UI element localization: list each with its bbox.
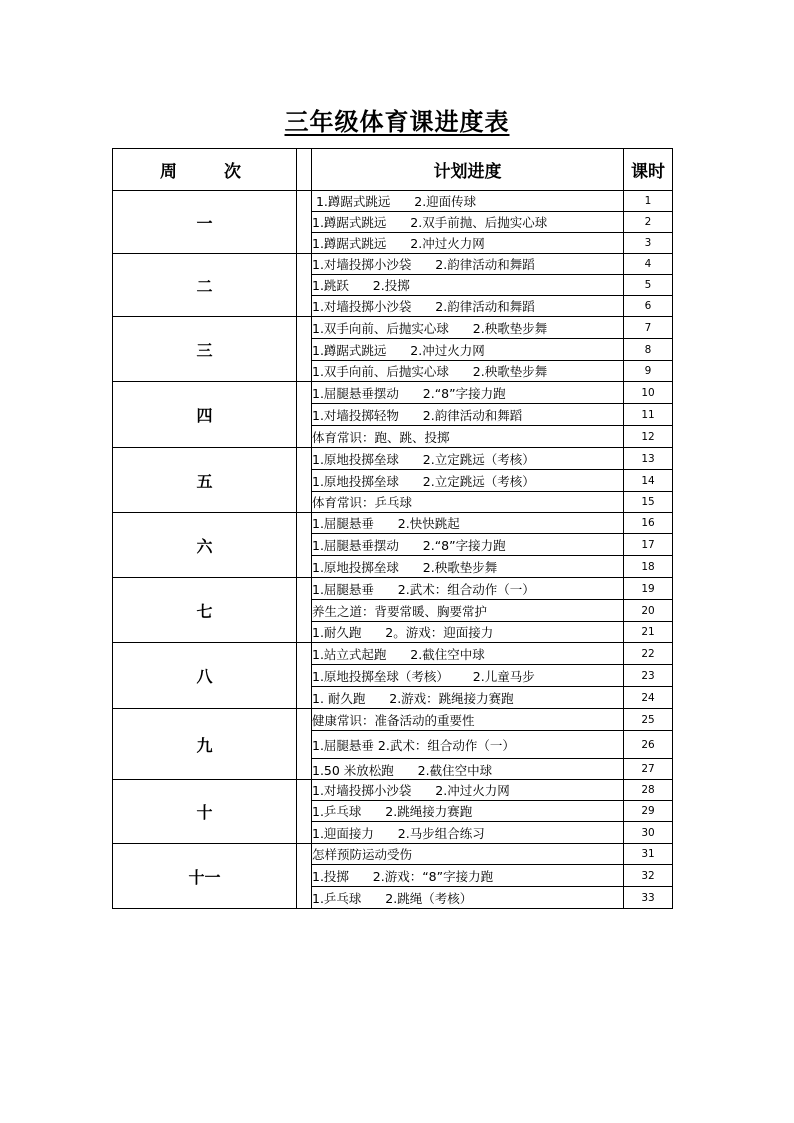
schedule-body: [113, 191, 673, 909]
hour-cell: 23: [624, 665, 673, 687]
plan-header: 计划进度: [312, 149, 624, 191]
week-label: 七: [113, 578, 297, 643]
hour-cell: 7: [624, 317, 673, 339]
hours-header: 课时: [624, 149, 673, 191]
table-row: [113, 709, 673, 731]
week-label: 十: [113, 780, 297, 844]
table-row: [113, 254, 673, 275]
hour-cell: 14: [624, 470, 673, 492]
page-title-text: 三年级体育课进度表: [284, 107, 510, 136]
week-label: 四: [113, 382, 297, 448]
hour-cell: 13: [624, 448, 673, 470]
plan-cell: 1.对墙投掷小沙袋 2.韵律活动和舞蹈: [312, 254, 624, 275]
gap-cell: [297, 844, 312, 909]
table-row: [113, 382, 673, 404]
week-label: 一: [113, 191, 297, 254]
hour-cell: 4: [624, 254, 673, 275]
hour-cell: 9: [624, 361, 673, 382]
hour-cell: 15: [624, 492, 673, 513]
hour-cell: 30: [624, 822, 673, 844]
gap-cell: [297, 513, 312, 578]
plan-cell: 1.对墙投掷轻物 2.韵律活动和舞蹈: [312, 404, 624, 426]
week-label: 三: [113, 317, 297, 382]
plan-cell: 1.站立式起跑 2.截住空中球: [312, 643, 624, 665]
week-label: 十一: [113, 844, 297, 909]
hour-cell: 19: [624, 578, 673, 600]
hour-cell: 10: [624, 382, 673, 404]
plan-cell: 1.50 米放松跑 2.截住空中球: [312, 759, 624, 780]
hour-cell: 11: [624, 404, 673, 426]
gap-header: [297, 149, 312, 191]
hour-cell: 21: [624, 622, 673, 643]
week-label: 六: [113, 513, 297, 578]
hour-cell: 22: [624, 643, 673, 665]
plan-cell: 1.屈腿悬垂摆动 2.“8”字接力跑: [312, 534, 624, 556]
plan-cell: 体育常识：乒乓球: [312, 492, 624, 513]
hour-cell: 28: [624, 780, 673, 801]
table-row: [113, 780, 673, 801]
plan-cell: 1.双手向前、后抛实心球 2.秧歌垫步舞: [312, 361, 624, 382]
plan-cell: 怎样预防运动受伤: [312, 844, 624, 865]
table-row: [113, 513, 673, 534]
plan-cell: 1.屈腿悬垂摆动 2.“8”字接力跑: [312, 382, 624, 404]
hour-cell: 5: [624, 275, 673, 296]
table-row: [113, 844, 673, 865]
hour-cell: 8: [624, 339, 673, 361]
hour-cell: 26: [624, 731, 673, 759]
hour-cell: 24: [624, 687, 673, 709]
plan-cell: 1.迎面接力 2.马步组合练习: [312, 822, 624, 844]
hour-cell: 25: [624, 709, 673, 731]
hour-cell: 6: [624, 296, 673, 317]
plan-cell: 1.乒乓球 2.跳绳接力赛跑: [312, 801, 624, 822]
plan-cell: 1.屈腿悬垂 2.快快跳起: [312, 513, 624, 534]
table-row: [113, 448, 673, 470]
plan-cell: 养生之道：背要常暖、胸要常护: [312, 600, 624, 622]
plan-cell: 1.双手向前、后抛实心球 2.秧歌垫步舞: [312, 317, 624, 339]
hour-cell: 2: [624, 212, 673, 233]
plan-cell: 1.原地投掷垒球 2.立定跳远（考核）: [312, 448, 624, 470]
plan-cell: 体育常识：跑、跳、投掷: [312, 426, 624, 448]
plan-cell: 1.蹲踞式跳远 2.双手前抛、后抛实心球: [312, 212, 624, 233]
hour-cell: 1: [624, 191, 673, 212]
gap-cell: [297, 448, 312, 513]
table-row: [113, 317, 673, 339]
hour-cell: 18: [624, 556, 673, 578]
hour-cell: 29: [624, 801, 673, 822]
gap-cell: [297, 254, 312, 317]
plan-cell: 1.跳跃 2.投掷: [312, 275, 624, 296]
gap-cell: [297, 709, 312, 780]
plan-cell: 1.原地投掷垒球 2.立定跳远（考核）: [312, 470, 624, 492]
gap-cell: [297, 382, 312, 448]
gap-cell: [297, 780, 312, 844]
hour-cell: 27: [624, 759, 673, 780]
plan-cell: 1.屈腿悬垂 2.武术：组合动作（一）: [312, 578, 624, 600]
hour-cell: 20: [624, 600, 673, 622]
table-row: [113, 578, 673, 600]
table-row: [113, 191, 673, 212]
hour-cell: 33: [624, 887, 673, 909]
schedule-table: [112, 148, 673, 909]
plan-cell: 1.屈腿悬垂 2.武术：组合动作（一）: [312, 731, 624, 759]
hour-cell: 12: [624, 426, 673, 448]
week-header: 周 次: [113, 149, 297, 191]
gap-cell: [297, 191, 312, 254]
week-label: 二: [113, 254, 297, 317]
gap-cell: [297, 578, 312, 643]
gap-cell: [297, 317, 312, 382]
table-row: [113, 643, 673, 665]
hour-cell: 32: [624, 865, 673, 887]
gap-cell: [297, 643, 312, 709]
week-label: 五: [113, 448, 297, 513]
hour-cell: 16: [624, 513, 673, 534]
week-label: 八: [113, 643, 297, 709]
page-title: [0, 102, 794, 137]
plan-cell: 健康常识：准备活动的重要性: [312, 709, 624, 731]
week-label: 九: [113, 709, 297, 780]
plan-cell: 1.对墙投掷小沙袋 2.韵律活动和舞蹈: [312, 296, 624, 317]
plan-cell: 1. 耐久跑 2.游戏：跳绳接力赛跑: [312, 687, 624, 709]
hour-cell: 17: [624, 534, 673, 556]
plan-cell: 1.投掷 2.游戏：“8”字接力跑: [312, 865, 624, 887]
plan-cell: 1.蹲踞式跳远 2.冲过火力网: [312, 339, 624, 361]
plan-cell: 1.耐久跑 2。游戏：迎面接力: [312, 622, 624, 643]
plan-cell: 1.蹲踞式跳远 2.迎面传球: [312, 191, 624, 212]
hour-cell: 31: [624, 844, 673, 865]
plan-cell: 1.原地投掷垒球（考核） 2.儿童马步: [312, 665, 624, 687]
plan-cell: 1.对墙投掷小沙袋 2.冲过火力网: [312, 780, 624, 801]
hour-cell: 3: [624, 233, 673, 254]
header-row: [113, 149, 673, 191]
plan-cell: 1.蹲踞式跳远 2.冲过火力网: [312, 233, 624, 254]
plan-cell: 1.乒乓球 2.跳绳（考核）: [312, 887, 624, 909]
plan-cell: 1.原地投掷垒球 2.秧歌垫步舞: [312, 556, 624, 578]
